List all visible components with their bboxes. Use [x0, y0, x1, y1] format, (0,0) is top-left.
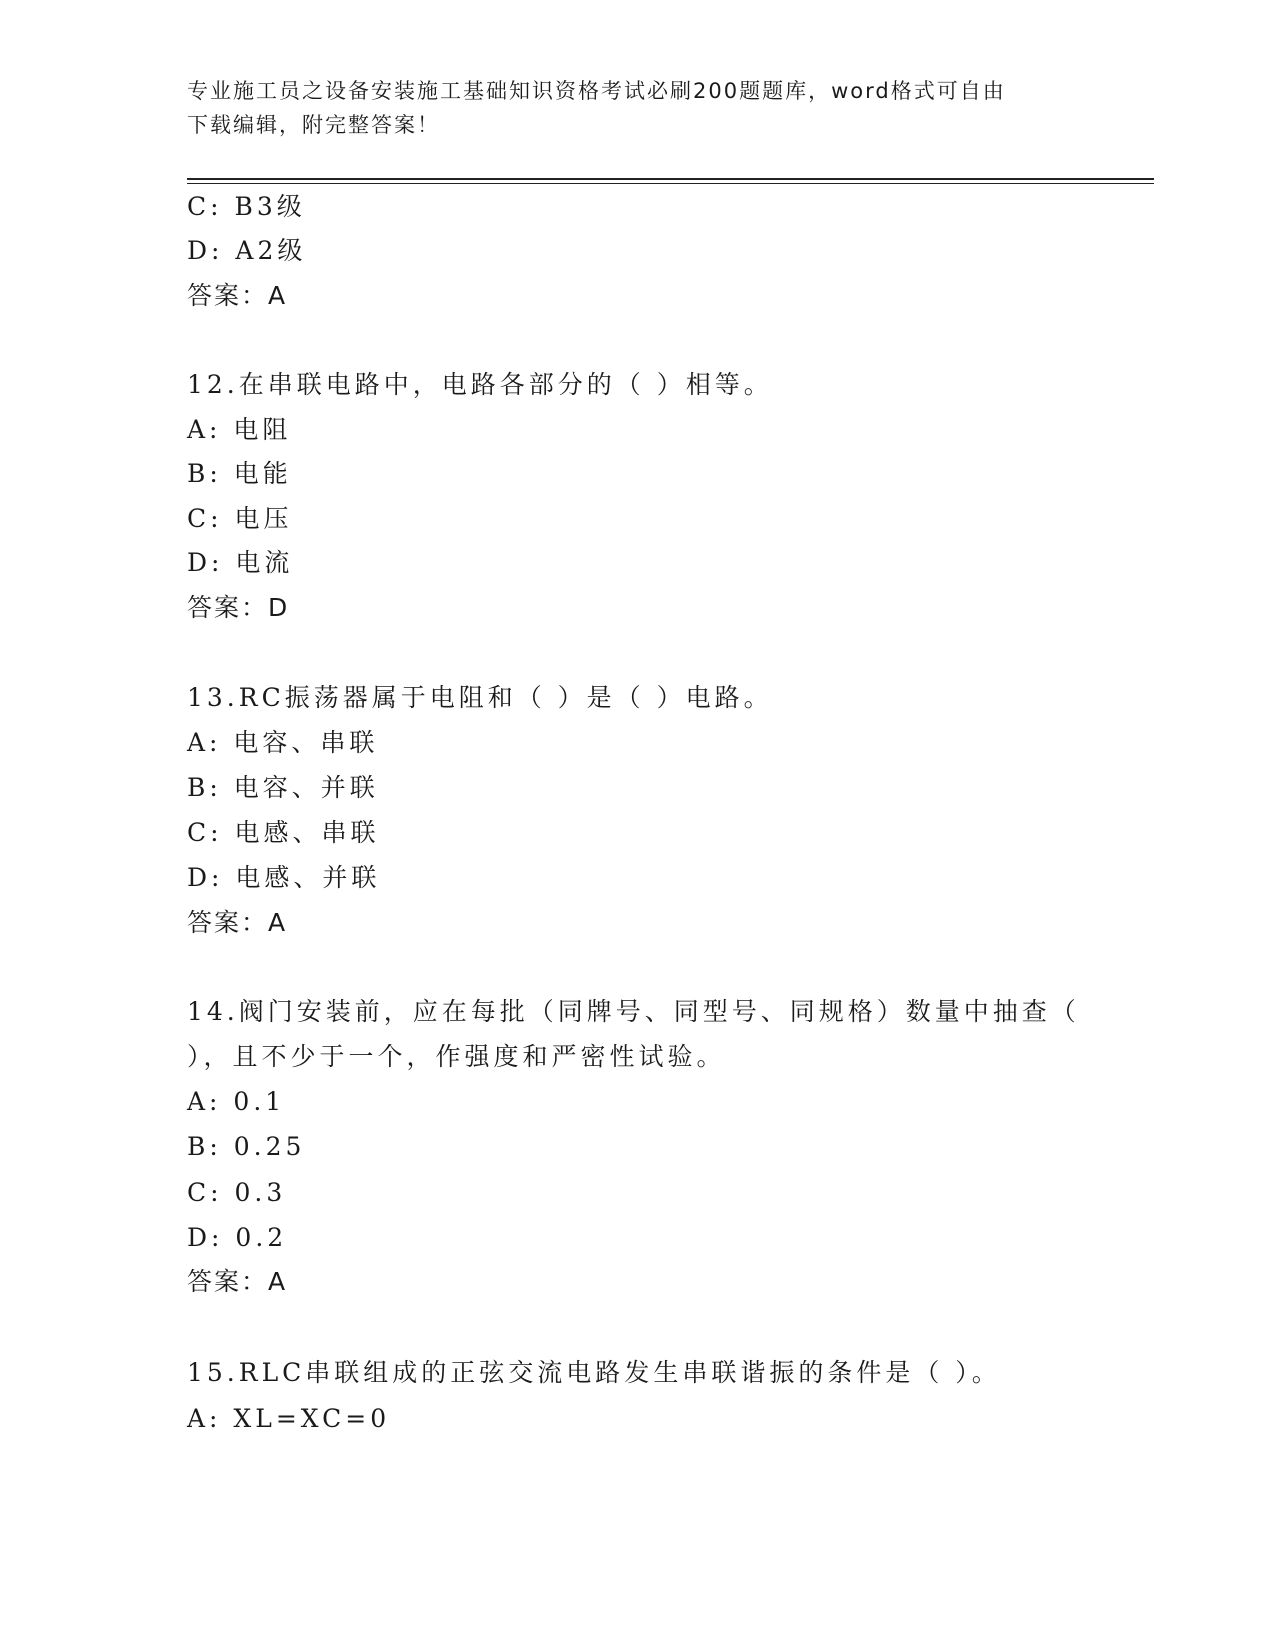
option-d: D: 电感、并联 [187, 863, 381, 892]
option-d: D: A2级 [187, 236, 307, 265]
header-divider-thick [187, 178, 1154, 180]
document-title [187, 74, 1087, 142]
answer: 答案：A [187, 908, 288, 937]
option-c: C: B3级 [187, 192, 306, 221]
option-d: D: 0.2 [187, 1223, 288, 1252]
option-c: C: 电感、串联 [187, 818, 380, 847]
option-b: B: 电能 [187, 459, 292, 488]
option-b: B: 0.25 [187, 1132, 306, 1161]
header-divider-thin [187, 183, 1154, 184]
question-stem: 13.RC振荡器属于电阻和（ ）是（ ）电路。 [187, 683, 773, 712]
option-a: A: 0.1 [187, 1087, 286, 1116]
answer: 答案：A [187, 1267, 288, 1296]
option-c: C: 0.3 [187, 1178, 287, 1207]
question-stem-line-1: 14.阀门安装前，应在每批（同牌号、同型号、同规格）数量中抽查（ [187, 997, 1080, 1026]
question-stem-line-2: ），且不少于一个，作强度和严密性试验。 [187, 1042, 726, 1071]
option-a: A: 电容、串联 [187, 728, 379, 757]
question-stem: 12.在串联电路中，电路各部分的（ ）相等。 [187, 370, 773, 399]
option-a: A: 电阻 [187, 415, 292, 444]
question-stem: 15.RLC串联组成的正弦交流电路发生串联谐振的条件是（ ）。 [187, 1358, 1001, 1387]
title-line-2: 下载编辑，附完整答案！ [187, 113, 440, 137]
answer: 答案：D [187, 593, 290, 622]
option-a: A: XL=XC=0 [187, 1404, 391, 1433]
option-c: C: 电压 [187, 504, 293, 533]
option-d: D: 电流 [187, 548, 294, 577]
option-b: B: 电容、并联 [187, 773, 379, 802]
title-line-1: 专业施工员之设备安装施工基础知识资格考试必刷200题题库，word格式可自由 [187, 79, 1006, 103]
answer: 答案：A [187, 281, 288, 310]
